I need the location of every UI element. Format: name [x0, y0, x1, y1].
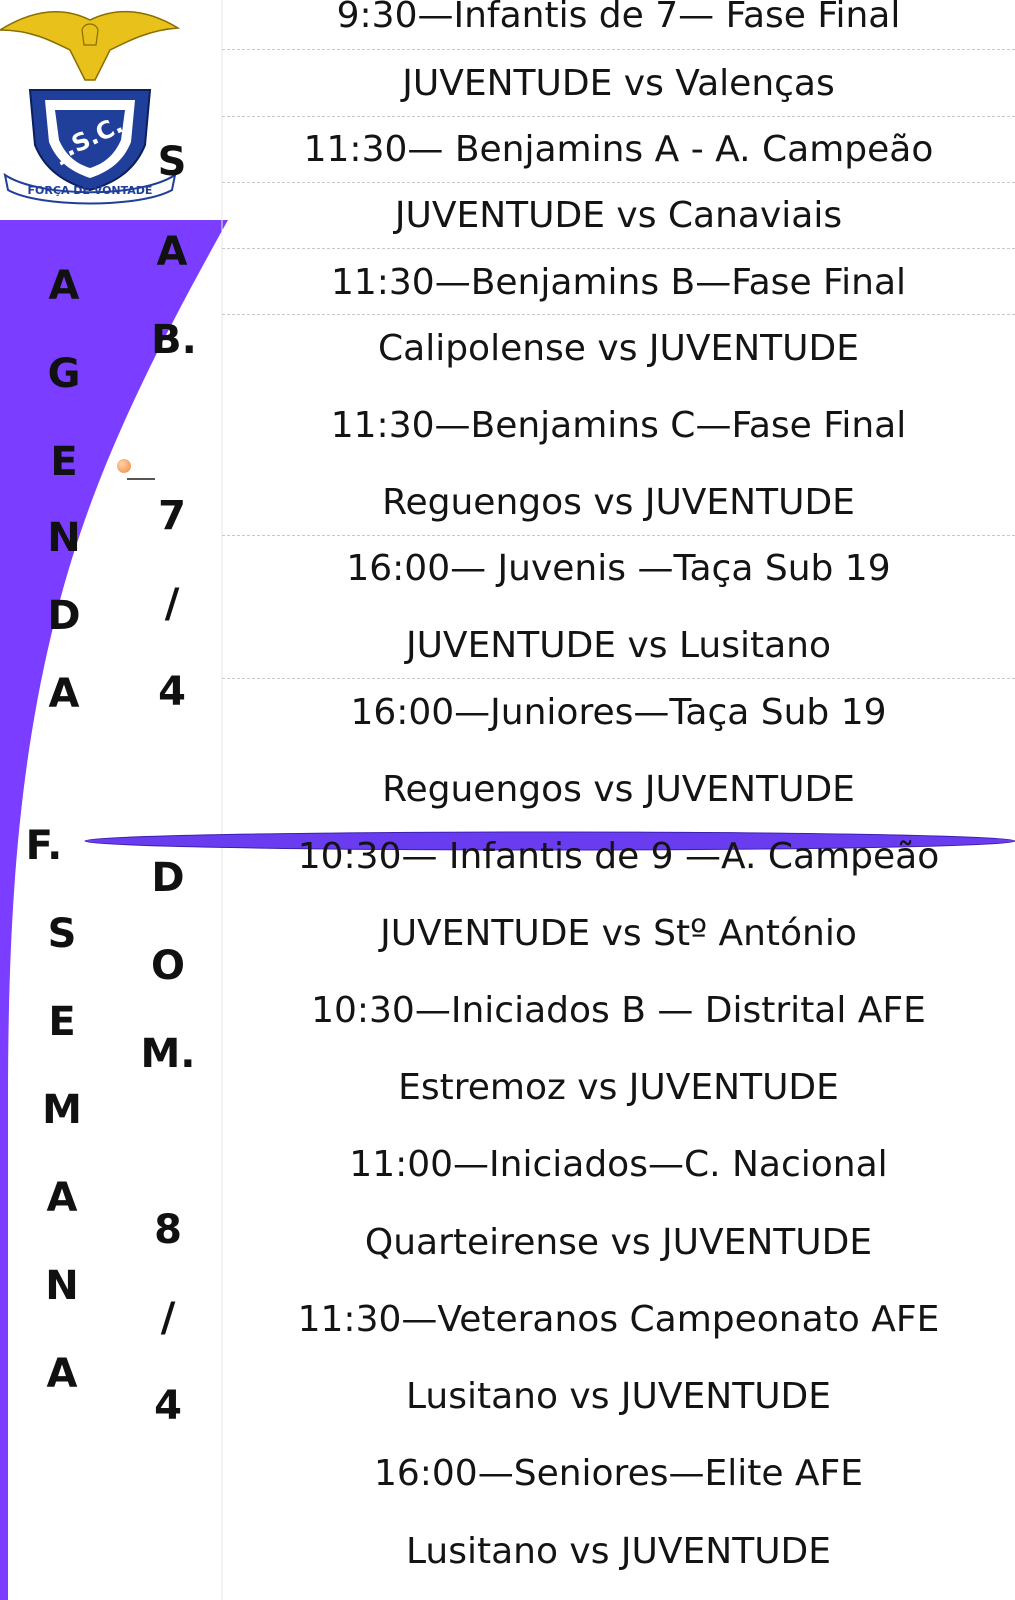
dom-letter: 8: [154, 1207, 182, 1253]
game-title: 11:30— Benjamins A - A. Campeão: [303, 129, 934, 170]
fsemana-letter: F.: [25, 823, 63, 869]
fsemana-letter: N: [45, 1263, 79, 1309]
fixture: Lusitano vs JUVENTUDE: [405, 1376, 832, 1417]
sab-letter: B.: [151, 317, 197, 363]
game-title: 16:00— Juvenis —Taça Sub 19: [346, 548, 891, 589]
row-separator: [222, 248, 1015, 249]
agenda-letter: E: [50, 439, 78, 485]
fixture: JUVENTUDE vs Lusitano: [405, 625, 832, 666]
fixture: JUVENTUDE vs Canaviais: [394, 195, 843, 236]
game-title: 10:30—Iniciados B — Distrital AFE: [311, 990, 926, 1031]
agenda-letter: D: [47, 593, 81, 639]
agenda-letter: N: [47, 515, 81, 561]
dom-letter: M.: [140, 1031, 196, 1077]
fixture: Reguengos vs JUVENTUDE: [382, 769, 855, 810]
fixture: Estremoz vs JUVENTUDE: [398, 1067, 839, 1108]
row-separator: [222, 182, 1015, 183]
game-title: 11:30—Veteranos Campeonato AFE: [297, 1299, 940, 1340]
game-title: 16:00—Juniores—Taça Sub 19: [350, 692, 887, 733]
sab-letter: 7: [158, 493, 186, 539]
row-separator: [222, 49, 1015, 50]
fsemana-letter: E: [48, 999, 76, 1045]
row-separator: [222, 678, 1015, 679]
dom-letter: O: [150, 943, 185, 989]
game-title: 10:30— Infantis de 9 —A. Campeão: [297, 836, 940, 877]
sab-letter: 4: [158, 669, 186, 715]
sab-letter: S: [157, 139, 187, 185]
agenda-letter: A: [48, 263, 80, 309]
sab-letter: /: [164, 581, 180, 627]
game-title: 16:00—Seniores—Elite AFE: [373, 1453, 864, 1494]
row-separator: [222, 116, 1015, 117]
bullet-dot-icon: [117, 459, 131, 473]
row-separator: [222, 314, 1015, 315]
game-title: 11:00—Iniciados—C. Nacional: [349, 1144, 888, 1185]
fsemana-letter: M: [42, 1087, 82, 1133]
fixture: JUVENTUDE vs Stº António: [380, 913, 857, 954]
game-title: 9:30—Infantis de 7— Fase Final: [336, 0, 901, 36]
game-title: 11:30—Benjamins C—Fase Final: [330, 405, 907, 446]
eagle-icon: [0, 12, 178, 80]
fixture: Lusitano vs JUVENTUDE: [405, 1531, 832, 1572]
fixture: JUVENTUDE vs Valenças: [402, 63, 835, 104]
decorative-dash: [127, 478, 155, 480]
fsemana-letter: A: [46, 1351, 78, 1397]
game-title: 11:30—Benjamins B—Fase Final: [330, 262, 907, 303]
fixture: Quarteirense vs JUVENTUDE: [364, 1222, 873, 1263]
fsemana-letter: S: [47, 911, 77, 957]
fsemana-letter: A: [46, 1175, 78, 1221]
logo-motto: FORÇA DE VONTADE: [27, 184, 153, 197]
row-separator: [222, 535, 1015, 536]
fixture: Reguengos vs JUVENTUDE: [382, 482, 855, 523]
logo-initials: J.S.C.: [50, 110, 128, 166]
fixture: Calipolense vs JUVENTUDE: [378, 328, 859, 369]
sab-letter: A: [156, 229, 188, 275]
agenda-letter: A: [48, 671, 80, 717]
dom-letter: /: [160, 1295, 176, 1341]
agenda-letter: G: [47, 351, 81, 397]
dom-letter: D: [151, 855, 185, 901]
dom-letter: 4: [154, 1383, 182, 1429]
